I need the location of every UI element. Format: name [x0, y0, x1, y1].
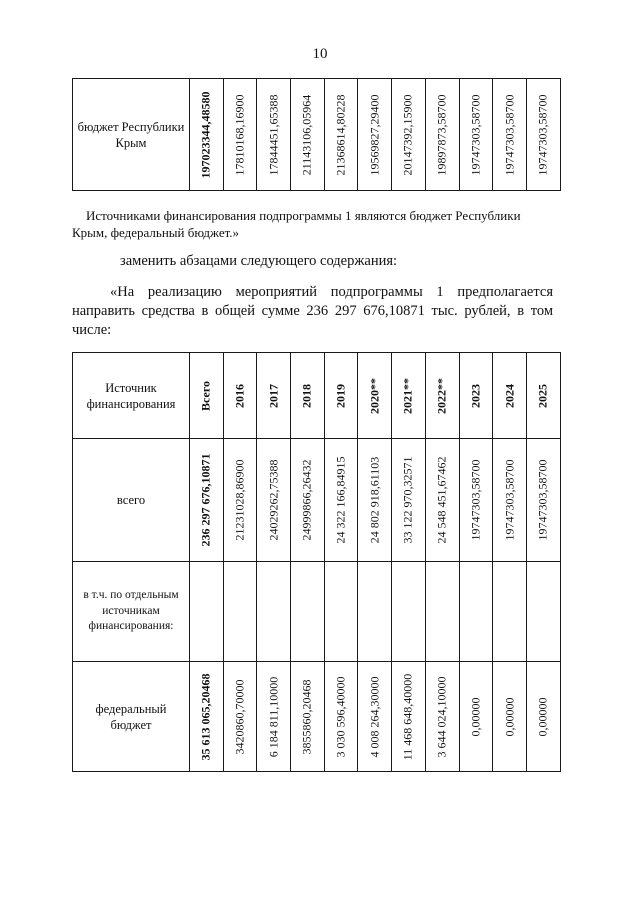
total-label: всего	[116, 493, 146, 507]
top-value-2017: 17844451,65388	[266, 94, 281, 175]
federal-value-2024: 0,00000	[502, 697, 517, 736]
federal-value-2023: 0,00000	[468, 697, 483, 736]
federal-value-2022: 3 644 024,10000	[434, 676, 449, 757]
top-budget-table	[72, 78, 561, 191]
header-col-2019: 2019	[333, 383, 348, 408]
sub-label: в т.ч. по отдельным источникам финансирования:	[83, 589, 179, 633]
header-col-2023: 2023	[468, 383, 483, 408]
source-label: бюджет Республики Крым	[77, 119, 185, 150]
header-col-2025: 2025	[535, 383, 550, 408]
total-value-2018: 24999866,26432	[299, 459, 314, 541]
paragraph-funding: «На реализацию мероприятий подпрограммы 1 предполагается направить средства в общей сумме 236 297 676,10871 тыс. рублей, в том числе:	[72, 284, 553, 338]
top-value-2021: 20147392,15900	[400, 94, 415, 175]
federal-value-2025: 0,00000	[535, 697, 550, 736]
header-col-2021: 2021**	[400, 377, 415, 414]
federal-value-2017: 6 184 811,10000	[266, 676, 281, 757]
top-value-2024: 19747303,58700	[502, 94, 517, 175]
table-row	[73, 79, 561, 191]
federal-value-2020: 4 008 264,30000	[367, 676, 382, 757]
header-col-2018: 2018	[299, 383, 314, 408]
federal-label: федеральный бюджет	[95, 701, 167, 732]
table-row-federal	[73, 662, 561, 772]
federal-value-all: 35 613 065,20468	[198, 673, 213, 760]
total-value-2017: 24029262,75388	[266, 459, 281, 541]
total-value-2022: 24 548 451,67462	[434, 456, 449, 544]
federal-value-2018: 3855860,20468	[299, 679, 314, 754]
funding-table	[72, 352, 561, 772]
header-col-2016: 2016	[232, 383, 247, 408]
table-row-subheading	[73, 562, 561, 662]
top-value-2022: 19897873,58700	[434, 94, 449, 175]
total-value-2020: 24 802 918,61103	[367, 456, 382, 544]
source-label-cell	[73, 79, 190, 191]
total-value-2019: 24 322 166,84915	[333, 456, 348, 544]
header-col-total: Всего	[198, 380, 213, 411]
header-col-2020: 2020**	[367, 377, 382, 414]
top-value-2016: 17810168,16900	[232, 94, 247, 175]
top-value-2020: 19569827,29400	[367, 94, 382, 175]
header-col-2022: 2022**	[434, 377, 449, 414]
total-value-2016: 21231028,86900	[232, 459, 247, 541]
total-value-2024: 19747303,58700	[502, 459, 517, 541]
federal-value-2019: 3 030 596,40000	[333, 676, 348, 757]
header-col-2024: 2024	[502, 383, 517, 408]
top-value-2019: 21368614,80228	[333, 94, 348, 175]
header-col-2017: 2017	[266, 383, 281, 408]
table-header-row	[73, 353, 561, 439]
top-value-2018: 21143106,05964	[299, 94, 314, 175]
top-value-2025: 19747303,58700	[535, 94, 550, 175]
top-value-total: 197023344,48580	[198, 91, 213, 178]
federal-value-2021: 11 468 648,40000	[400, 673, 415, 760]
federal-value-2016: 3420860,70000	[232, 679, 247, 754]
total-value-2025: 19747303,58700	[535, 459, 550, 541]
paragraph-replace: заменить абзацами следующего содержания:	[120, 253, 398, 269]
total-value-all: 236 297 676,10871	[198, 453, 213, 547]
page-number: 10	[312, 46, 328, 62]
paragraph-sources: Источниками финансирования подпрограммы 1 являются бюджет Республики Крым, федеральный бюджет.»	[72, 208, 521, 240]
table-row-total	[73, 439, 561, 562]
top-value-2023: 19747303,58700	[468, 94, 483, 175]
total-value-2021: 33 122 970,32571	[400, 456, 415, 544]
header-source-label: Источник финансирования	[86, 380, 176, 411]
total-value-2023: 19747303,58700	[468, 459, 483, 541]
